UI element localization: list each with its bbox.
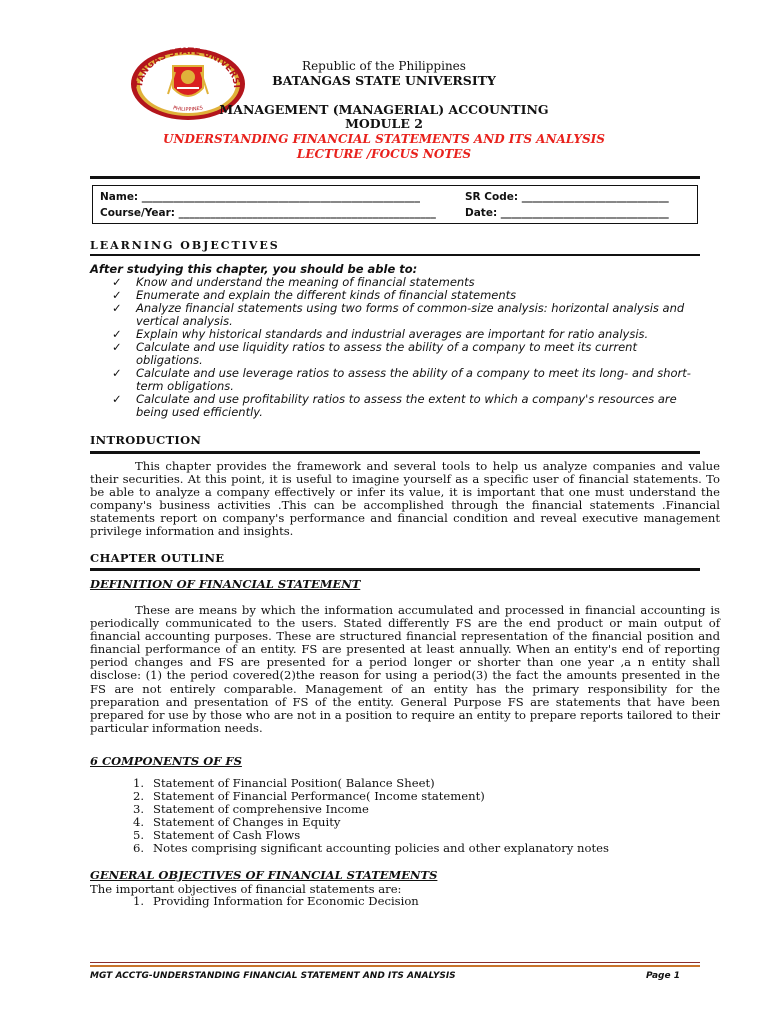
objective-text: being used efficiently.: [136, 405, 263, 419]
list-item: [133, 842, 609, 855]
objective-text: Calculate and use profitability ratios to assess the extent to which a company's resources are: [136, 392, 677, 406]
header-module: MODULE 2: [345, 116, 423, 131]
list-item-number: 5.: [133, 828, 145, 843]
footer: [90, 971, 680, 981]
learning-objectives-heading: LEARNING OBJECTIVES: [90, 239, 280, 252]
header-course: MANAGEMENT (MANAGERIAL) ACCOUNTING: [219, 102, 549, 117]
list-item-text: Notes comprising significant accounting policies and other explanatory notes: [153, 841, 609, 856]
chapter-outline-heading: CHAPTER OUTLINE: [90, 551, 225, 565]
objective-text: vertical analysis.: [136, 314, 233, 328]
footer-title: MGT ACCTG-UNDERSTANDING FINANCIAL STATEMENT AND ITS ANALYSIS: [90, 971, 456, 981]
checkmark-icon: ✓: [112, 301, 122, 315]
objective-text: obligations.: [136, 353, 203, 367]
objective-item: [90, 302, 730, 328]
list-item: [133, 895, 419, 908]
general-objectives-list: [133, 895, 419, 908]
objective-text: Calculate and use leverage ratios to assess the ability of a company to meet its long- and short-: [136, 366, 691, 380]
definition-text: These are means by which the information accumulated and processed in financial accounting is periodically communicated to the users. Stated differently FS are the end product or main output of financial accounting purposes. These are structured financial representation of the financial position and financial performance of an entity. FS are presented at least annually. When an entity's end of reporting period changes and FS are presented for a period longer or shorter than one year ,a n entity shall disclose: (1) the period covered(2)the reason for using a period(3) the fact the amounts presented in the FS are not entirely comparable. Management of an entity has the primary responsibility for the preparation and presentation of FS of the entity. General Purpose FS are statements that have been prepared for use by those who are not in a position to require an entity to prepare reports tailored to their particular information needs.: [90, 603, 720, 735]
objective-text: Enumerate and explain the different kinds of financial statements: [136, 288, 517, 302]
date-field[interactable]: Date: ________________________________: [465, 207, 669, 219]
checkmark-icon: ✓: [112, 275, 122, 289]
checkmark-icon: ✓: [112, 340, 122, 354]
definition-heading: DEFINITION OF FINANCIAL STATEMENT: [90, 577, 361, 591]
general-objectives-intro: The important objectives of financial statements are:: [90, 882, 402, 896]
name-field[interactable]: Name: _____________________________________________________: [100, 191, 421, 203]
objective-text: Know and understand the meaning of financial statements: [136, 275, 475, 289]
footer-rule-top: [90, 962, 700, 963]
header-university: BATANGAS STATE UNIVERSITY: [272, 73, 496, 88]
student-info-box: [92, 185, 698, 224]
general-objectives-heading: GENERAL OBJECTIVES OF FINANCIAL STATEMENTS: [90, 868, 438, 882]
list-item-number: 6.: [133, 841, 145, 856]
objective-item: [90, 393, 730, 419]
logo-arc-text: TANGAS STATE UNIVERSI: [134, 46, 242, 89]
logo-bottom-text: PHILIPPINES: [172, 105, 204, 113]
objectives-divider: [90, 254, 700, 256]
header-topic: UNDERSTANDING FINANCIAL STATEMENTS AND ITS ANALYSIS: [163, 132, 605, 146]
objective-item: [90, 341, 730, 367]
checkmark-icon: ✓: [112, 288, 122, 302]
objective-text: term obligations.: [136, 379, 234, 393]
sr-code-field[interactable]: SR Code: ____________________________: [465, 191, 669, 203]
list-item-number: 4.: [133, 815, 145, 830]
list-item-text: Statement of comprehensive Income: [153, 802, 369, 817]
list-item-text: Statement of Cash Flows: [153, 828, 301, 843]
list-item-text: Statement of Financial Position( Balance Sheet): [153, 776, 435, 790]
list-item-number: 3.: [133, 802, 145, 817]
list-item-text: Providing Information for Economic Decision: [153, 894, 419, 908]
footer-rule-thick: [90, 965, 700, 967]
introduction-heading: INTRODUCTION: [90, 433, 202, 447]
objective-text: Explain why historical standards and industrial averages are important for ratio analysis.: [136, 327, 649, 341]
objective-item: [90, 367, 730, 393]
checkmark-icon: ✓: [112, 327, 122, 341]
objective-text: Calculate and use liquidity ratios to assess the ability of a company to meet its current: [136, 340, 637, 354]
checkmark-icon: ✓: [112, 392, 122, 406]
course-year-field[interactable]: Course/Year: _________________________________________________: [100, 207, 436, 219]
components-heading: 6 COMPONENTS OF FS: [90, 754, 242, 768]
checkmark-icon: ✓: [112, 366, 122, 380]
introduction-text: This chapter provides the framework and several tools to help us analyze companies and value their securities. At this point, it is useful to imagine yourself as a specific user of financial statements. To be able to analyze a company effectively or infer its value, it is important that one must understand the company's business activities .This can be accomplished through the financial statements .Financial statements report on company's performance and financial condition and reveal executive management privilege information and insights.: [90, 459, 720, 539]
list-item-number: 1.: [133, 776, 145, 790]
footer-page-number: Page 1: [645, 971, 680, 981]
header-divider: [90, 176, 700, 179]
chapter-outline-divider: [90, 568, 700, 571]
header-republic: Republic of the Philippines: [302, 59, 466, 73]
list-item-number: 1.: [133, 894, 145, 908]
objective-text: Analyze financial statements using two forms of common-size analysis: horizontal analysis and: [136, 301, 685, 315]
objectives-intro: After studying this chapter, you should be able to:: [90, 262, 418, 276]
introduction-divider: [90, 451, 700, 454]
list-item-number: 2.: [133, 789, 145, 804]
header-notes-type: LECTURE /FOCUS NOTES: [296, 147, 472, 161]
components-list: [133, 777, 609, 856]
list-item-text: Statement of Financial Performance( Income statement): [153, 789, 485, 804]
list-item-text: Statement of Changes in Equity: [153, 815, 341, 830]
